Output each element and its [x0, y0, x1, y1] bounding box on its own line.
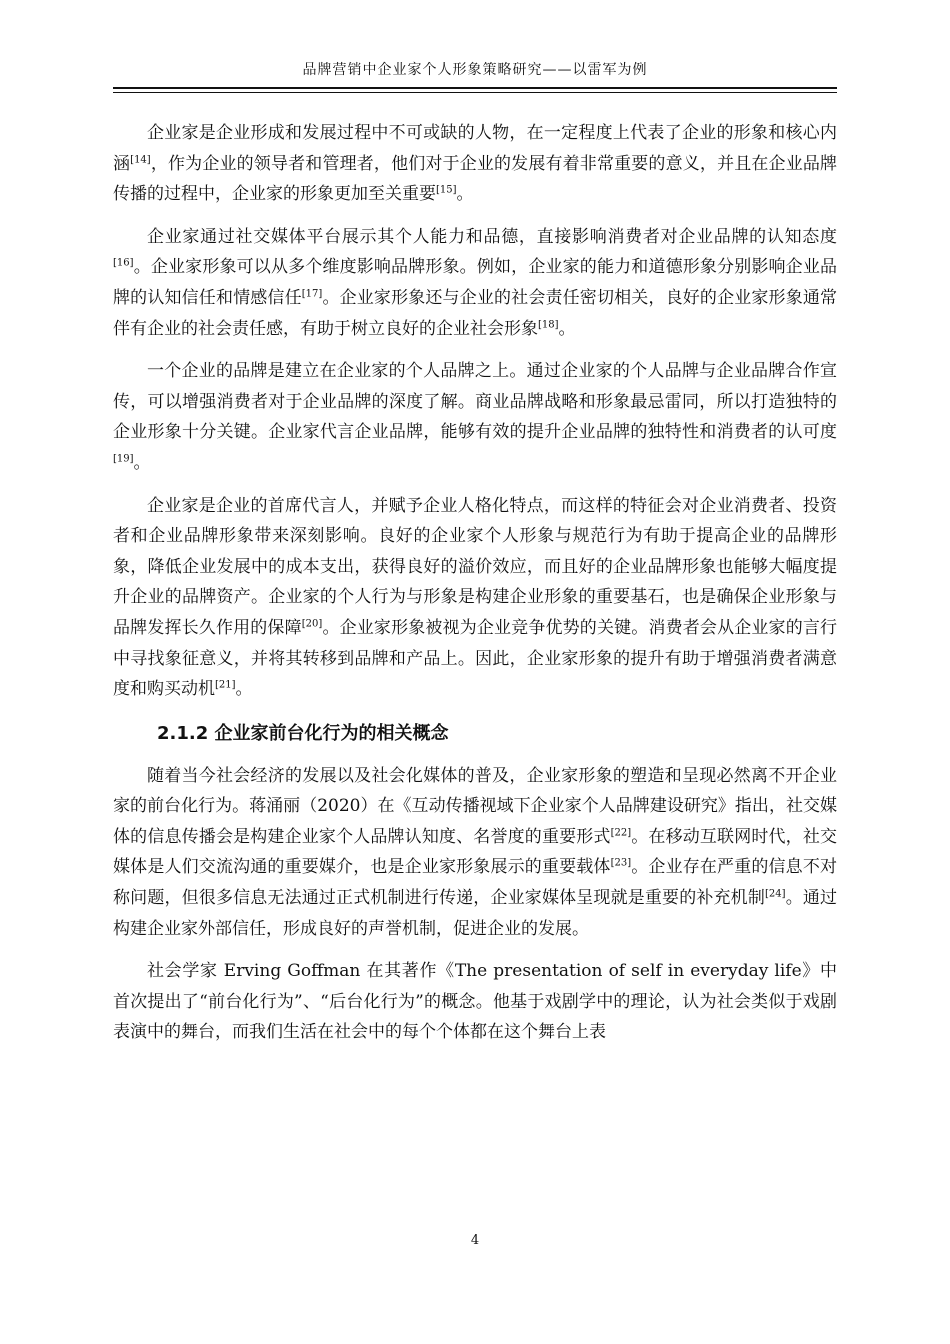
- citation: [24]: [765, 888, 786, 900]
- citation: [17]: [301, 288, 323, 300]
- page-number: 4: [470, 1233, 480, 1248]
- paragraph-3: 一个企业的品牌是建立在企业家的个人品牌之上。通过企业家的个人品牌与企业品牌合作宣传，可以增强消费者对于企业品牌的深度了解。商业品牌战略和形象最忌雷同，所以打造独特的企业形象十分关键。企业家代言企业品牌，能够有效的提升企业品牌的独特性和消费者的认可度[19]。: [113, 361, 837, 473]
- section-heading: 2.1.2 企业家前台化行为的相关概念: [157, 722, 449, 744]
- citation: [18]: [538, 318, 559, 330]
- citation: [22]: [610, 827, 632, 839]
- body-text: [113, 118, 837, 1060]
- paragraph-5: 随着当今社会经济的发展以及社会化媒体的普及，企业家形象的塑造和呈现必然离不开企业家的前台化行为。蒋涌丽（2020）在《互动传播视域下企业家个人品牌建设研究》指出，社交媒体的信息传播会是构建企业家个人品牌认知度、名誉度的重要形式[22]。在移动互联网时代，社交媒体是人们交流沟通的重要媒介，也是企业家形象展示的重要载体[23]。企业存在严重的信息不对称问题，但很多信息无法通过正式机制进行传递，企业家媒体呈现就是重要的补充机制[24]。通过构建企业家外部信任，形成良好的声誉机制，促进企业的发展。: [113, 765, 838, 939]
- header-rule-thick: [113, 87, 837, 89]
- citation: [23]: [610, 857, 632, 869]
- paragraph-6: 社会学家 Erving Goffman 在其著作《The presentation of self in everyday life》中首次提出了“前台化行为”、“后台化行为”的概念。他基于戏剧学中的理论，认为社会类似于戏剧表演中的舞台，而我们生活在社会中的每个个体都在这个舞台上表: [113, 961, 837, 1043]
- citation: [16]: [113, 257, 134, 269]
- header-rule-thin: [113, 92, 837, 93]
- paragraph-2: 企业家通过社交媒体平台展示其个人能力和品德，直接影响消费者对企业品牌的认知态度[16]。企业家形象可以从多个维度影响品牌形象。例如，企业家的能力和道德形象分别影响企业品牌的认知信任和情感信任[17]。企业家形象还与企业的社会责任密切相关，良好的企业家形象通常伴有企业的社会责任感，有助于树立良好的企业社会形象[18]。: [113, 226, 838, 339]
- citation: [14]: [130, 153, 151, 165]
- running-header: 品牌营销中企业家个人形象策略研究——以雷军为例: [302, 62, 648, 78]
- citation: [21]: [215, 679, 236, 691]
- paragraph-1: 企业家是企业形成和发展过程中不可或缺的人物，在一定程度上代表了企业的形象和核心内涵[14]，作为企业的领导者和管理者，他们对于企业的发展有着非常重要的意义，并且在企业品牌传播的过程中，企业家的形象更加至关重要[15]。: [113, 123, 838, 205]
- paragraph-4: 企业家是企业的首席代言人，并赋予企业人格化特点，而这样的特征会对企业消费者、投资者和企业品牌形象带来深刻影响。良好的企业家个人形象与规范行为有助于提高企业的品牌形象，降低企业发展中的成本支出，获得良好的溢价效应，而且好的企业品牌形象也能够大幅度提升企业的品牌资产。企业家的个人行为与形象是构建企业形象的重要基石，也是确保企业形象与品牌发挥长久作用的保障[20]。企业家形象被视为企业竞争优势的关键。消费者会从企业家的言行中寻找象征意义，并将其转移到品牌和产品上。因此，企业家形象的提升有助于增强消费者满意度和购买动机[21]。: [113, 495, 838, 700]
- citation: [15]: [436, 184, 457, 196]
- citation: [19]: [113, 453, 134, 465]
- citation: [20]: [301, 618, 323, 630]
